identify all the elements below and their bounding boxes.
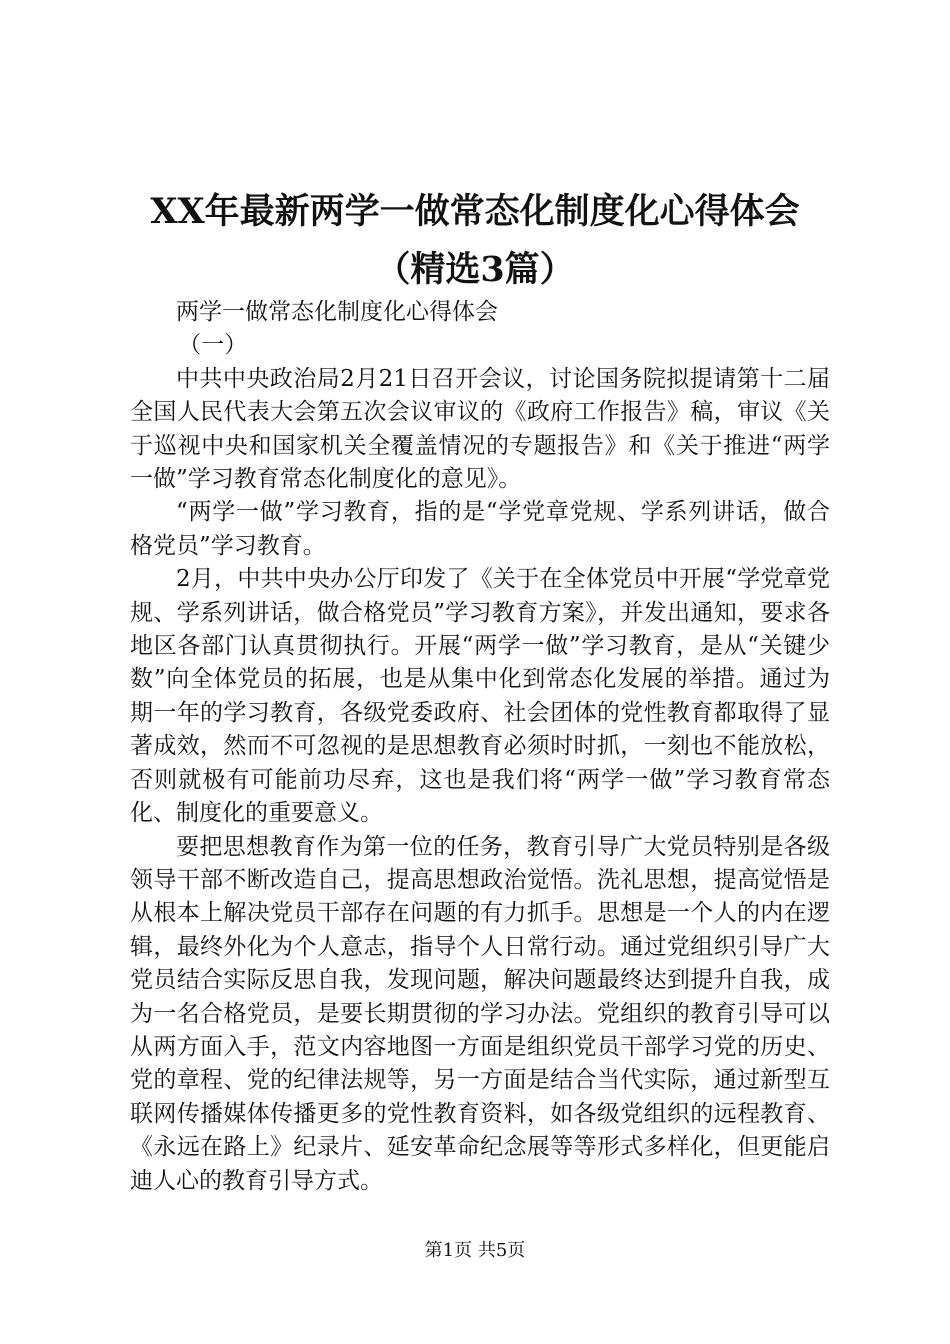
paragraph-1: 中共中央政治局2月21日召开会议，讨论国务院拟提请第十二届全国人民代表大会第五次会议审议的《政府工作报告》稿，审议《关于巡视中央和国家机关全覆盖情况的专题报告》和《关于推进“两学一做”学习教育常态化制度化的意见》。	[130, 365, 830, 493]
paragraph-3: 2月，中共中央办公厅印发了《关于在全体党员中开展“学党章党规、学系列讲话，做合格党员”学习教育方案》，并发出通知，要求各地区各部门认真贯彻执行。开展“两学一做”学习教育，是从“关键少数”向全体党员的拓展，也是从集中化到常态化发展的举措。通过为期一年的学习教育，各级党委政府、社会团体的党性教育都取得了显著成效，然而不可忽视的是思想教育必须时时抓，一刻也不能放松，否则就极有可能前功尽弃，这也是我们将“两学一做”学习教育常态化、制度化的重要意义。	[130, 566, 830, 827]
paragraph-4: 要把思想教育作为第一位的任务，教育引导广大党员特别是各级领导干部不断改造自己，提高思想政治觉悟。洗礼思想，提高觉悟是从根本上解决党员干部存在问题的有力抓手。思想是一个人的内在逻辑，最终外化为个人意志，指导个人日常行动。通过党组织引导广大党员结合实际反思自我，发现问题，解决问题最终达到提升自我，成为一名合格党员，是要长期贯彻的学习办法。党组织的教育引导可以从两方面入手，范文内容地图一方面是组织党员干部学习党的历史、党的章程、党的纪律法规等，另一方面是结合当代实际，通过新型互联网传播媒体传播更多的党性教育资料，如各级党组织的远程教育、《永远在路上》纪录片、延安革命纪念展等等形式多样化，但更能启迪人心的教育引导方式。	[130, 833, 830, 1194]
paragraph-2: “两学一做”学习教育，指的是“学党章党规、学系列讲话，做合格党员”学习教育。	[130, 499, 830, 559]
document-subtitle: （精选3篇）	[375, 249, 575, 290]
section-heading: 两学一做常态化制度化心得体会	[176, 299, 498, 325]
section-number: （一）	[178, 332, 248, 359]
document-title: XX年最新两学一做常态化制度化心得体会	[150, 191, 800, 232]
document-body	[130, 296, 830, 1198]
page-footer: 第1页 共5页	[424, 1240, 526, 1261]
